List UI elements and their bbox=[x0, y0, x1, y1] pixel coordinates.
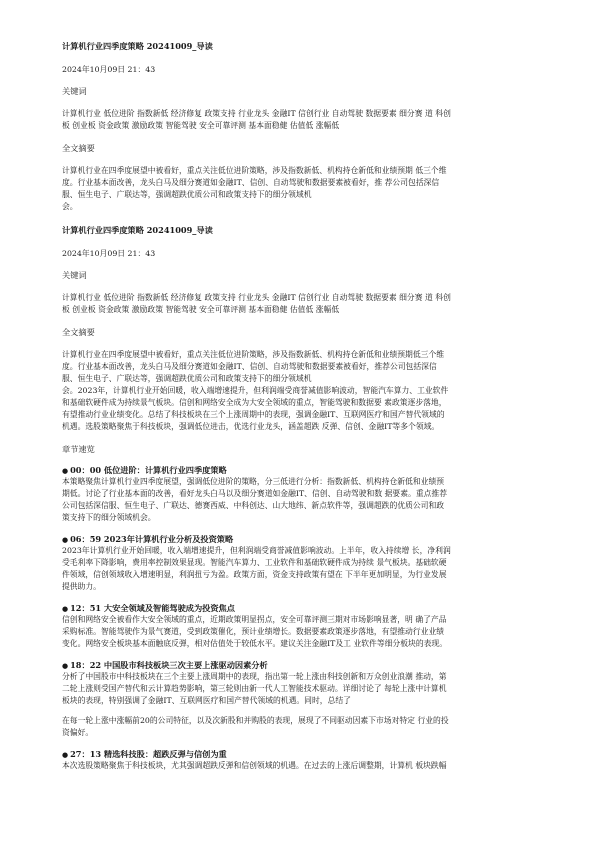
chapter-body: 本次选股策略聚焦于科技板块，尤其强调超跌反弹和信创领域的机遇。在过去的上涨后调整期，计算机 板块跌幅 bbox=[62, 761, 447, 770]
bullet-icon: ● bbox=[62, 466, 69, 475]
chapter-head: ● 12：51 大安全领域及智能驾驶成为投资焦点 bbox=[62, 603, 235, 613]
bullet-icon: ● bbox=[62, 604, 69, 613]
summary-text-repeat: 计算机行业在四季度展望中被看好，重点关注低位进阶策略，涉及指数新低、机构持仓新低和业绩预期低三个维 度。行业基本面改善，龙头白马及细分赛道如金融IT、信创、自动驾驶和数据要素被看好，推荐公司包括深信 服、恒生电子、广联达等，强调超跌优质公司和政策支持下的细分领域机 会。2023年，计算机行业开始回暖，收入端增速提升，但利润端受商誉减值影响波动，智能汽车算力、工业软件 和基础软硬件成为持续景气板块。信创和网络安全成为大安全领域的重点，智能驾驶和数据要 素政策逐步落地， 有望推动行业业绩变化。总结了科技板块在三个上涨周期中的表现，强调金融IT、互联网医疗和国产替代领域的 机遇。选股策略聚焦于科技板块，强调低位进击，优选行业龙头，涵盖超跌 反弹、信创、金融IT等多个领域。 bbox=[62, 350, 449, 431]
doc-title-repeat: 计算机行业四季度策略 20241009_导读 bbox=[62, 225, 213, 235]
chapter-item bbox=[62, 603, 533, 650]
doc-title: 计算机行业四季度策略 20241009_导读 bbox=[62, 41, 213, 51]
chapter-item bbox=[62, 749, 533, 772]
chapter-body: 分析了中国股市中科技板块在三个主要上涨周期中的表现，指出第一轮上涨由科技创新和万众创业浪潮 推动，第 二轮上涨则受国产替代和云计算趋势影响，第三轮则由新一代人工智能技术驱动。详细讨论了 每轮上涨中计算机 板块的表现，特别强调了金融IT、互联网医疗和国产替代领域的机遇。同时，总结了 bbox=[62, 672, 447, 705]
summary-heading: 全文摘要 bbox=[62, 143, 95, 153]
chapter-head: ● 27：13 精选科技股：超跌反弹与信创为重 bbox=[62, 749, 227, 759]
chapter-item bbox=[62, 660, 533, 739]
chapter-continuation: 在每一轮上涨中涨幅前20的公司特征，以及次新股和并购股的表现，展现了不同驱动因素下市场对特定 行业的投 资偏好。 bbox=[62, 716, 449, 737]
keywords-heading: 关键词 bbox=[62, 86, 87, 96]
chapters-heading: 章节速览 bbox=[62, 444, 95, 454]
chapter-body: 本策略聚焦计算机行业四季度展望，强调低位进阶的策略，分三低进行分析：指数新低、机构持仓新低和业绩预 期低。讨论了行业基本面的改善，看好龙头白马以及细分赛道如金融IT、信创、自动驾驶和数 据要素。重点推荐 公司包括深信服、恒生电子、广联达、德赛西威、中科创达、山大地纬、新点软件等，强调超跌的优质公司和政 策支持下的细分领域机会。 bbox=[62, 477, 448, 522]
bullet-icon: ● bbox=[62, 661, 69, 670]
chapter-body: 信创和网络安全被看作大安全领域的重点，近期政策明显拐点，安全可靠评测三期对市场影响显著，明 确了产品 采购标准。智能驾驶作为景气赛道，受到政策催化，预计业绩增长。数据要素政策逐步落地，有望推动行业业绩 变化。网络安全板块基本面触底反弹，相对估值处于较低水平。建议关注金融IT及工 业软件等细分板块的表现。 bbox=[62, 615, 448, 648]
chapter-body: 2023年计算机行业开始回暖，收入端增速提升，但利润端受商誉减值影响波动。上半年，收入持续增 长，净利润 受毛利率下降影响，费用率控制效果显现。智能汽车算力、工业软件和基础软硬件成为持续 景气板块。基础软硬 件领域，信创领域收入增速明显，利润扭亏为盈。政策方面，资金支持政策有望在 下半年更加明显，为行业发展 提供助力。 bbox=[62, 546, 451, 591]
chapter-head: ● 18：22 中国股市科技板块三次主要上涨驱动因素分析 bbox=[62, 660, 268, 670]
doc-date: 2024年10月09日 21：43 bbox=[62, 65, 156, 74]
chapter-head: ● 06：59 2023年计算机行业分析及投资策略 bbox=[62, 534, 234, 544]
keywords-text: 计算机行业 低位进阶 指数新低 经济修复 政策支持 行业龙头 金融IT 信创行业 自动驾驶 数据要素 细分赛 道 科创 板 创业板 资金政策 激励政策 智能驾驶 安全可靠评测 基本面稳健 估值低 涨幅低 bbox=[62, 109, 451, 130]
keywords-text-repeat: 计算机行业 低位进阶 指数新低 经济修复 政策支持 行业龙头 金融IT 信创行业 自动驾驶 数据要素 细分赛 道 科创 板 创业板 资金政策 激励政策 智能驾驶 安全可靠评测 基本面稳健 估值低 涨幅低 bbox=[62, 293, 451, 314]
chapter-item bbox=[62, 465, 533, 524]
bullet-icon: ● bbox=[62, 535, 69, 544]
summary-heading-repeat: 全文摘要 bbox=[62, 327, 95, 337]
bullet-icon: ● bbox=[62, 750, 69, 759]
doc-date-repeat: 2024年10月09日 21：43 bbox=[62, 249, 156, 258]
summary-text: 计算机行业在四季度展望中被看好，重点关注低位进阶策略，涉及指数新低、机构持仓新低和业绩预期 低三个维 度。行业基本面改善，龙头白马及细分赛道如金融IT、信创、自动驾驶和数据要素被看好，推 荐公司包括深信 服、恒生电子、广联达等，强调超跌优质公司和政策支持下的细分领域机 会。 bbox=[62, 166, 447, 211]
chapter-head: ● 00：00 低位进阶：计算机行业四季度策略 bbox=[62, 465, 227, 475]
keywords-heading-repeat: 关键词 bbox=[62, 270, 87, 280]
chapter-item bbox=[62, 534, 533, 593]
